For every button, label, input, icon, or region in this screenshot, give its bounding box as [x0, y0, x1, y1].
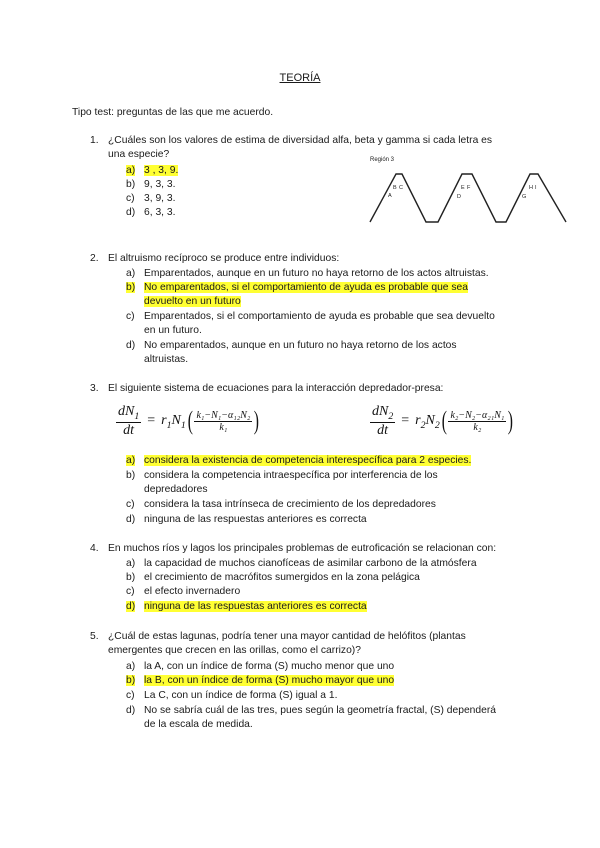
q5-option-c-letter: c) [126, 690, 135, 701]
q3-option-c-letter: c) [126, 499, 135, 510]
q2-option-c-text-line1: Emparentados, si el comportamiento de ayuda es probable que sea devuelto [144, 311, 495, 322]
figure-label-g: G [522, 194, 527, 200]
q3-option-b-text-line1: considera la competencia intraespecífica por interferencia de los [144, 470, 438, 481]
eq2-rate: $r_2N_2$ [415, 412, 440, 431]
q1-option-a-text: 3 , 3, 9. [144, 165, 179, 176]
q5-option-d-text-line1: No se sabría cuál de las tres, pues según la geometría fractal, (S) dependerá [144, 705, 497, 716]
eq1-lhs: $\frac{dN_1}{dt}$ [118, 404, 140, 438]
q4-option-b-text: el crecimiento de macrófitos sumergidos en la zona pelágica [144, 572, 420, 583]
q3-option-b-text-line2: depredadores [144, 484, 208, 495]
figure-label-e: E [461, 185, 465, 191]
figure-label-d: D [457, 194, 461, 200]
figure-label-a: A [388, 193, 392, 199]
q3-text: El siguiente sistema de ecuaciones para la interacción depredador-presa: [108, 383, 444, 394]
q1-option-b-text: 9, 3, 3. [144, 179, 176, 190]
eq2-equals: = [401, 413, 410, 429]
q4-option-d-letter: d) [126, 601, 136, 612]
q5-text-line2: emergentes que crecen en las orillas, como el carrizo)? [108, 645, 361, 656]
equation-2: $\frac{dN_2}{dt}$ = $r_2N_2$ ( $\frac{\text{k₂−N₂−α₂₁N₁}}{\text{k₂}}$ ) [372, 404, 514, 438]
eq2-lhs: $\frac{dN_2}{dt}$ [372, 404, 394, 438]
page-title: TEORÍA [279, 72, 321, 84]
eq1-fraction: $\frac{\text{k₁−N₁−α₁₂N₂}}{\text{k₁}}$ [196, 409, 251, 433]
q1-option-c-letter: c) [126, 193, 135, 204]
q4-option-c-letter: c) [126, 586, 135, 597]
q5-option-a-text: la A, con un índice de forma (S) mucho menor que uno [144, 661, 395, 672]
q3-option-b-letter: b) [126, 470, 136, 481]
q2-option-a-letter: a) [126, 268, 136, 279]
q1-option-a-letter: a) [126, 165, 136, 176]
region-3-figure [366, 154, 572, 226]
q4-option-b-letter: b) [126, 572, 136, 583]
q4-option-d-text: ninguna de las respuestas anteriores es correcta [144, 601, 367, 612]
figure-label-b: B [393, 185, 397, 191]
eq1-rate: $r_1N_1$ [161, 412, 186, 431]
q3-number: 3. [90, 383, 99, 394]
q2-option-b-text-line1: No emparentados, si el comportamiento de ayuda es probable que sea [144, 282, 468, 293]
zigzag-line [370, 174, 566, 222]
q5-option-c-text: La C, con un índice de forma (S) igual a 1. [144, 690, 338, 701]
q5-option-d-letter: d) [126, 705, 136, 716]
q2-option-c-text-line2: en un futuro. [144, 325, 202, 336]
q4-text: En muchos ríos y lagos los principales problemas de eutroficación se relacionan con: [108, 543, 497, 554]
q1-option-b-letter: b) [126, 179, 136, 190]
figure-label-c: C [399, 185, 403, 191]
q4-option-a-text: la capacidad de muchos cianofíceas de asimilar carbono de la atmósfera [144, 558, 477, 569]
q5-number: 5. [90, 631, 99, 642]
q2-option-b-text-line2: devuelto en un futuro [144, 296, 241, 307]
intro-text: Tipo test: preguntas de las que me acuerdo. [72, 107, 274, 118]
q1-text-line2: una especie? [108, 149, 170, 160]
eq2-fraction: $\frac{\text{k₂−N₂−α₂₁N₁}}{\text{k₂}}$ [450, 409, 505, 433]
q1-option-c-text: 3, 9, 3. [144, 193, 176, 204]
q2-option-a-text: Emparentados, aunque en un futuro no haya retorno de los actos altruistas. [144, 268, 489, 279]
q4-option-c-text: el efecto invernadero [144, 586, 241, 597]
q2-number: 2. [90, 253, 99, 264]
eq1-equals: = [147, 413, 156, 429]
q2-option-d-text-line1: No emparentados, aunque en un futuro no haya retorno de los actos [144, 340, 457, 351]
figure-title: Región 3 [370, 157, 395, 163]
q5-option-b-text: la B, con un índice de forma (S) mucho mayor que uno [144, 675, 395, 686]
q2-text: El altruismo recíproco se produce entre individuos: [108, 253, 340, 264]
q1-number: 1. [90, 135, 99, 146]
q3-option-a-letter: a) [126, 455, 136, 466]
q1-option-d-text: 6, 3, 3. [144, 207, 176, 218]
q3-option-d-text: ninguna de las respuestas anteriores es correcta [144, 514, 367, 525]
q5-option-a-letter: a) [126, 661, 136, 672]
q2-option-d-letter: d) [126, 340, 136, 351]
q3-option-a-text: considera la existencia de competencia interespecífica para 2 especies. [144, 455, 472, 466]
figure-label-i: I [535, 185, 537, 191]
q5-option-b-letter: b) [126, 675, 136, 686]
q5-option-d-text-line2: de la escala de medida. [144, 719, 253, 730]
q2-option-d-text-line2: altruistas. [144, 354, 189, 365]
q2-option-b-letter: b) [126, 282, 136, 293]
q4-option-a-letter: a) [126, 558, 136, 569]
q1-option-d-letter: d) [126, 207, 136, 218]
q2-option-c-letter: c) [126, 311, 135, 322]
q3-option-c-text: considera la tasa intrínseca de crecimiento de los depredadores [144, 499, 436, 510]
q5-text-line1: ¿Cuál de estas lagunas, podría tener una mayor cantidad de helófitos (plantas [108, 631, 466, 642]
q1-text-line1: ¿Cuáles son los valores de estima de diversidad alfa, beta y gamma si cada letra es [108, 135, 493, 146]
figure-label-h: H [529, 185, 533, 191]
q4-number: 4. [90, 543, 99, 554]
figure-label-f: F [467, 185, 471, 191]
equation-1: $\frac{dN_1}{dt}$ = $r_1N_1$ ( $\frac{\text{k₁−N₁−α₁₂N₂}}{\text{k₁}}$ ) [118, 404, 260, 438]
q3-option-d-letter: d) [126, 514, 136, 525]
